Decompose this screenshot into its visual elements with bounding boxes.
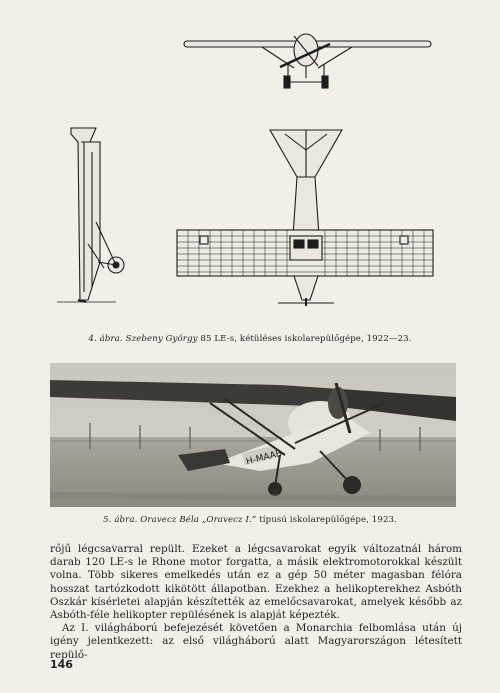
paragraph-2: Az I. világháború befejezését követően a Monarchia felbomlása után új igény jelentkezett: az első világháború alatt Magyarországon létesített repülő- xyxy=(50,622,462,661)
side-view xyxy=(57,128,124,302)
page-number: 146 xyxy=(50,658,73,671)
three-view-drawing xyxy=(40,22,460,322)
figure-caption-2 xyxy=(40,515,460,525)
paragraph-1: rőjű légcsavarral repült. Ezeket a légcsavarokat egyik változatnál három darab 120 LE-s le Rhone motor forgatta, a másik elektromotorokkal készült volna. Több sikeres emelkedés után ez a gép 50 méter magasban félóra hosszat tartózkodott kikötött állapotban. Ezekhez a helikopterekhez Asbóth Oszkár kísérletei alapján készítették az emelőcsavarokat, amelyek később az Asbóth-féle helikopter repülésének is alapját képezték. xyxy=(50,543,462,622)
figure-description: 85 LE-s, kétüléses iskolarepülőgépe, 1922—23. xyxy=(200,334,412,344)
aircraft-three-view xyxy=(40,22,460,322)
figure-caption-1 xyxy=(40,334,460,344)
top-view xyxy=(177,130,433,306)
front-view xyxy=(184,34,431,88)
aircraft-photograph xyxy=(50,363,456,507)
figure-description: típusú iskolarepülőgépe, 1923. xyxy=(259,515,397,525)
body-text xyxy=(50,543,462,662)
figure-number: 4. ábra. xyxy=(88,334,123,344)
figure-number: 5. ábra. xyxy=(103,515,138,525)
figure-type-name: „Oravecz I.” xyxy=(201,515,257,525)
figure-designer: Oravecz Béla xyxy=(140,515,200,525)
registration-mark: H-MAAB xyxy=(245,448,284,468)
figure-designer: Szebeny György xyxy=(125,334,198,344)
